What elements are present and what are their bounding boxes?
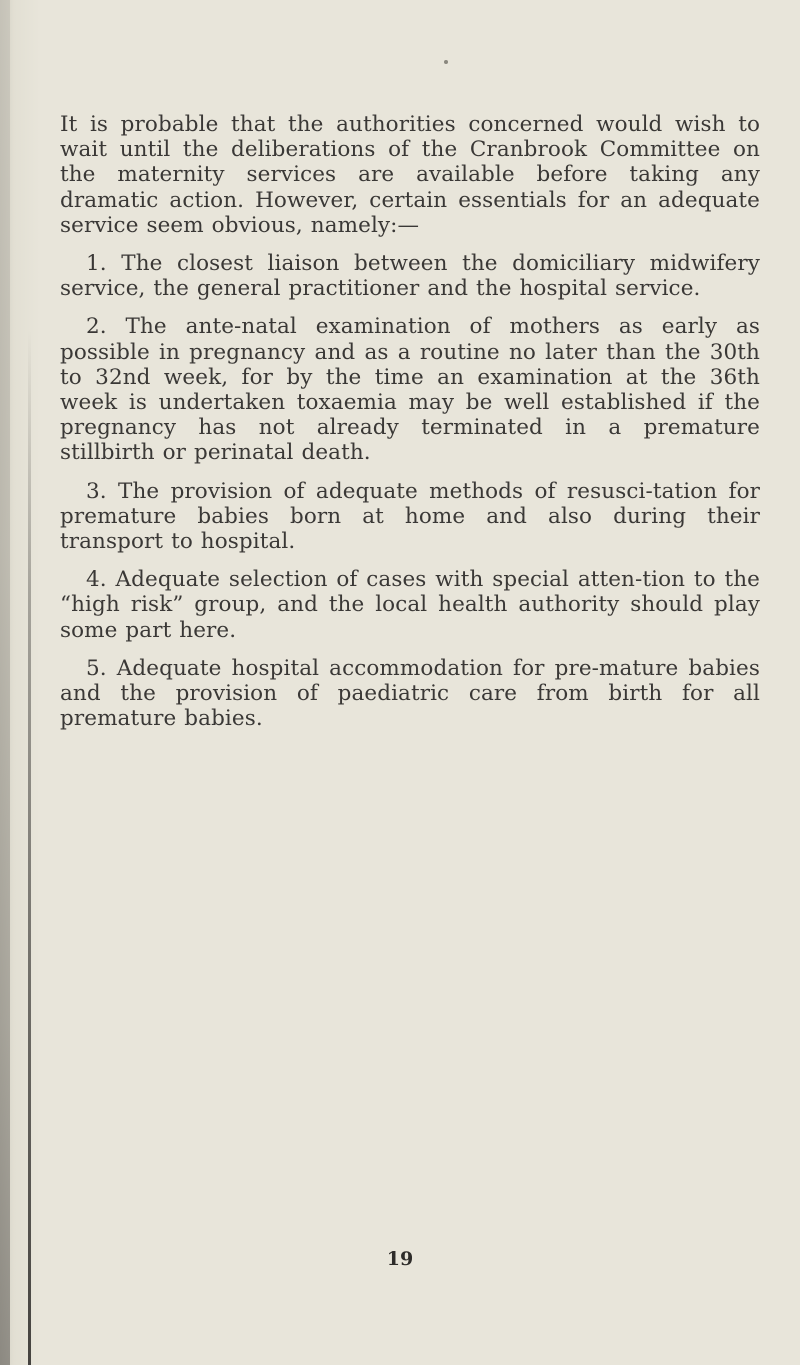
list-item-4: 4. Adequate selection of cases with special atten-tion to the “high risk” group, and the local health authority should play some part here. [60, 567, 760, 643]
list-item-5: 5. Adequate hospital accommodation for pre-mature babies and the provision of paediatric care from birth for all premature babies. [60, 655, 760, 732]
binding-edge [28, 330, 31, 1365]
list-item-2: 2. The ante-natal examination of mothers as early as possible in pregnancy and as a routine no later than the 30th to 32nd week, for by the time an examination at the 36th week is undertaken toxaemia may be well established if the pregnancy has not already terminated in a premature stillbirth or perinatal death. [60, 314, 760, 466]
body-text [60, 112, 760, 744]
list-item-3: 3. The provision of adequate methods of resusci-tation for premature babies born at home and also during their transport to hospital. [60, 478, 760, 555]
list-item-1: 1. The closest liaison between the domiciliary midwifery service, the general practitioner and the hospital service. [60, 251, 760, 302]
intro-paragraph: It is probable that the authorities concerned would wish to wait until the deliberations of the Cranbrook Committee on the maternity services are available before taking any dramatic action. However, certain essentials for an adequate service seem obvious, namely:— [60, 112, 760, 238]
page-number: 19 [386, 1248, 414, 1270]
speck-mark [444, 60, 448, 64]
binding-shadow [0, 0, 10, 1365]
